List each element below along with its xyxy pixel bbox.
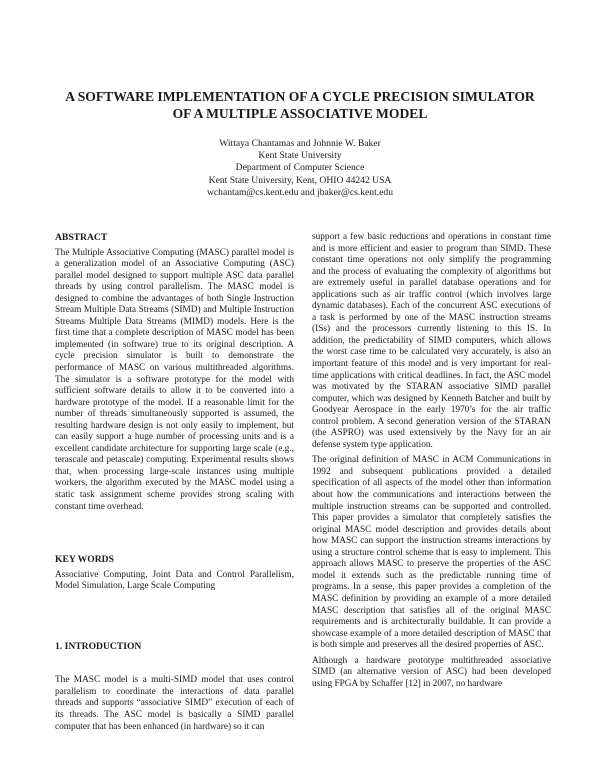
author-block: [150, 138, 450, 199]
author-emails: wchantam@cs.kent.edu and jbaker@cs.kent.edu: [206, 186, 394, 198]
keywords-text: Associative Computing, Joint Data and Control Parallelism, Model Simulation, Large Scale Computing: [55, 569, 294, 592]
author-names: Wittaya Chantamas and Johnnie W. Baker: [219, 138, 381, 149]
introduction-paragraph-3: Although a hardware prototype multithreaded associative SIMD (an alternative version of ASC) had been developed using FPGA by Schaffer [12] in 2007, no hardware: [312, 655, 551, 689]
paper-title: [30, 88, 570, 122]
author-university: Kent State University: [258, 150, 342, 162]
introduction-heading: 1. INTRODUCTION: [55, 640, 142, 652]
introduction-paragraph-1-start: The MASC model is a multi-SIMD model that uses control parallelism to coordinate the interactions of data parallel threads and supports “associative SIMD” execution of each of its threads. The ASC model is basically a SIMD parallel computer that has been enhanced (in hardware) so it can: [55, 675, 294, 732]
abstract-heading: ABSTRACT: [55, 232, 108, 243]
title-line-1: A SOFTWARE IMPLEMENTATION OF A CYCLE PRECISION SIMULATOR: [65, 89, 535, 104]
title-line-2: OF A MULTIPLE ASSOCIATIVE MODEL: [172, 106, 428, 121]
introduction-paragraph-1-end: support a few basic reductions and operations in constant time and is more efficient and easier to program than SIMD. These constant time operations not only simplify the programming and the process of evaluating the complexity of algorithms but are extremely useful in parallel database operations and for applications such as air traffic control (which involves large dynamic databases). Each of the concurrent ASC executions of a task is performed by one of the MASC instruction streams (ISs) and the processors currently listening to this IS. In addition, the predictability of SIMD computers, which allows the worst case time to be calculated very accurately, is also an important feature of this model and is very important for real-time applications with critical deadlines. In fact, the ASC model was motivated by the STARAN associative SIMD parallel computer, which was designed by Kenneth Batcher and built by Goodyear Aerospace in the early 1970’s for the air traffic control problem. A second generation version of the STARAN (the ASPRO) was used extensively by the Navy for an air defense system type application.: [312, 232, 551, 450]
introduction-paragraph-2: The original definition of MASC in ACM Communications in 1992 and subsequent publications provided a detailed specification of all aspects of the model other than information about how the communications and interactions between the multiple instruction streams can be supported and controlled. This paper provides a simulator that completely satisfies the original MASC model description and provides details about how MASC can support the instruction streams interactions by using a structure control scheme that is easy to implement. This approach allows MASC to preserve the properties of the ASC model it extends such as the predictable running time of programs. In a sense, this paper provides a completion of the MASC definition by providing an example of a more detailed MASC description that satisfies all of the original MASC requirements and is architecturally buildable. It can provide a showcase example of a more detailed description of MASC that is both simple and preserves all the desired properties of ASC.: [312, 455, 551, 651]
author-department: Department of Computer Science: [235, 162, 365, 174]
right-column: [312, 232, 551, 690]
author-address: Kent State University, Kent, OHIO 44242 USA: [208, 174, 392, 186]
abstract-text: The Multiple Associative Computing (MASC) parallel model is a generalization model of an Associative Computing (ASC) parallel model designed to support multiple ASC data parallel threads by using control parallelism. The MASC model is designed to combine the advantages of both Single Instruction Stream Multiple Data Streams (SIMD) and Multiple Instruction Streams Multiple Data Streams (MIMD) models. Here is the first time that a complete description of MASC model has been implemented (in software) true to its original description. A cycle precision simulator is built to demonstrate the performance of MASC on various multithreaded algorithms. The simulator is a software prototype for the model with sufficient software details to allow it to be converted into a hardware prototype of the model. If a reasonable limit for the number of threads simultaneously supported is assumed, the resulting hardware design is not only easily to implement, but can easily support a huge number of processing units and is a excellent candidate architecture for supporting large scale (e.g., terascale and petascale) computing. Experimental results shows that, when processing large-scale instances using multiple workers, the algorithm executed by the MASC model using a static task assignment scheme provides strong scaling with constant time overhead.: [55, 247, 294, 512]
left-column: [55, 232, 294, 733]
keywords-heading: KEY WORDS: [55, 554, 114, 566]
